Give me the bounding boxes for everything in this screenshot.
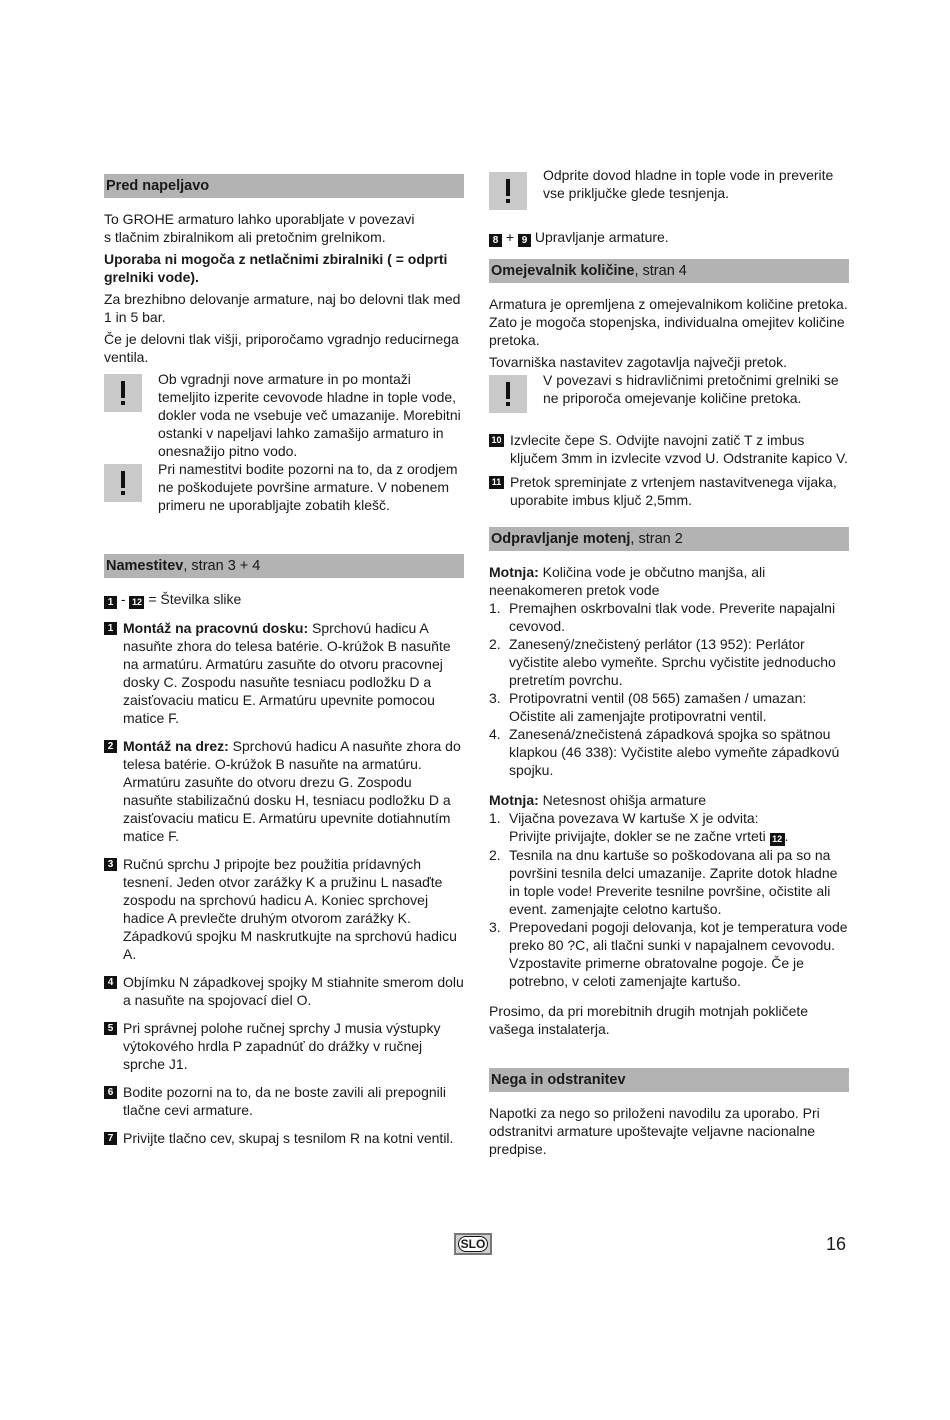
left-column [104,174,464,1147]
page-number: 16 [826,1234,847,1254]
figure-number-badge: 12 [770,833,785,846]
step-number-badge: 5 [104,1022,117,1035]
warning-icon [489,375,527,413]
warning-block [104,460,464,514]
step-item [104,1019,464,1073]
paragraph-bold: Uporaba ni mogoča z netlačnimi zbiralniki ( = odprti grelniki vode). [104,251,448,285]
list-item: 2. Zanesený/znečistený perlátor (13 952): Perlátor vyčistite alebo vymeňte. Sprchu vyčistite jednoducho pretretím povrchu. [489,636,836,688]
step-item [104,855,464,963]
step-number-badge: 6 [104,1086,117,1099]
step-text: Pri správnej polohe ručnej sprchy J musia výstupky výtokového hrdla P zapadnúť do drážky v ručnej sprche J1. [123,1020,441,1072]
paragraph: Tovarniška nastavitev zagotavlja največji pretok. [489,354,788,370]
step-number-badge: 10 [489,434,504,447]
step-item [489,473,849,509]
warning-icon [489,172,527,210]
fault-description: Motnja: Količina vode je občutno manjša, ali neenakomeren pretok vode [489,564,766,598]
step-item [104,619,464,727]
installation-steps [104,619,464,1147]
step-number-badge: 1 [104,622,117,635]
step-text: Montáž na pracovnú dosku: Sprchovú hadicu A nasuňte zhora do telesa batérie. O-krúžok B nasuňte na armatúru. Armatúru zasuňte do otvoru pracovnej dosky C. Zospodu nasuňte tesniacu podložku D a zaisťovaciu maticu E. Armatúru upevnite pomocou matice F. [123,620,451,726]
list-item: 1. Vijačna povezava W kartuše X je odvita: Privijte privijajte, dokler se ne začne vrteti 12 . [489,810,789,844]
warning-text: Pri namestitvi bodite pozorni na to, da z orodjem ne poškodujete površine armature. V nobenem primeru ne uporabljajte zobatih klešč. [158,461,458,513]
section-header-namestitev: Namestitev, stran 3 + 4 [104,554,464,578]
step-item [104,1083,464,1119]
step-text: Bodite pozorni na to, da ne boste zavili ali prepognili tlačne cevi armature. [123,1084,446,1118]
list-item: 3. Prepovedani pogoji delovanja, kot je temperatura vode preko 80 ?C, ali tlačni sunki v napajalnem cevovodu. Vzpostavite primerne obratovalne pogoje. Če je potrebno, v celoti zamenjajte kartušo. [489,919,848,989]
section-header-omejevalnik: Omejevalnik količine, stran 4 [489,259,849,283]
figure-number-badge: 9 [518,234,531,247]
warning-block [489,371,849,413]
paragraph: To GROHE armaturo lahko uporabljate v povezavi s tlačnim zbiralnikom ali pretočnim grelnikom. [104,211,415,245]
figure-number-badge: 12 [129,596,144,609]
step-number-badge: 3 [104,858,117,871]
paragraph: Za brezhibno delovanje armature, naj bo delovni tlak med 1 in 5 bar. [104,291,461,325]
step-text: Objímku N západkovej spojky M stiahnite smerom dolu a nasuňte na spojovací diel O. [123,974,464,1008]
step-number-badge: 7 [104,1132,117,1145]
section-header-odpravljanje-motenj: Odpravljanje motenj, stran 2 [489,527,849,551]
step-item [104,737,464,845]
paragraph: Prosimo, da pri morebitnih drugih motnjah pokličete vašega instalaterja. [489,1003,809,1037]
step-number-badge: 2 [104,740,117,753]
language-badge: SLO [454,1233,492,1255]
fault-remedy-list [489,809,849,990]
warning-text: Ob vgradnji nove armature in po montaži temeljito izperite cevovode hladne in tople vode, dokler voda ne vsebuje več umazanije. Morebitni ostanki v napeljavi lahko zamašijo armaturo in onesnažijo pitno vodo. [158,371,461,459]
paragraph: Napotki za nego so priloženi navodilu za uporabo. Pri odstranitvi armature upoštevajte veljavne nacionalne predpise. [489,1105,820,1157]
warning-icon [104,374,142,412]
flow-limiter-steps [489,431,849,509]
figure-number-badge: 8 [489,234,502,247]
list-item: 2. Tesnila na dnu kartuše so poškodovana ali pa so na površini tesnila delci umazanije. Zaprite dotok hladne in tople vode! Preverite tesnilne površine, očistite ali event. zamenjajte celotno kartušo. [489,847,838,917]
paragraph: Armatura je opremljena z omejevalnikom količine pretoka. Zato je mogoča stopenjska, individualna omejitev količine pretoka. [489,296,848,348]
step-item [489,431,849,467]
step-text: Ručnú sprchu J pripojte bez použitia prídavných tesnení. Jeden otvor zarážky K a pružinu L nasaďte zospodu na sprchovú hadicu A. Koniec sprchovej hadice A prevlečte druhým otvorom zarážky K. Západkovú spojku M naskrutkujte na sprchovú hadicu A. [123,856,457,962]
step-item [104,973,464,1009]
step-text: Montáž na drez: Sprchovú hadicu A nasuňte zhora do telesa batérie. O-krúžok B nasuňte na armatúru. Armatúru zasuňte do otvoru drezu G. Zospodu nasuňte stabilizačnú dosku H, tesniacu podložku D a zaisťovaciu maticu E. Armatúru upevnite dotiahnutím matice F. [123,738,461,844]
fault-description: Motnja: Netesnost ohišja armature [489,792,707,808]
step-text: Pretok spreminjate z vrtenjem nastavitvenega vijaka, uporabite imbus ključ 2,5mm. [510,474,837,508]
warning-text: V povezavi s hidravličnimi pretočnimi grelniki se ne priporoča omejevanje količine pretoka. [543,372,839,406]
step-text: Izvlecite čepe S. Odvijte navojni zatič T z imbus ključem 3mm in izvlecite vzvod U. Odstranite kapico V. [510,432,848,466]
section-header-nega: Nega in odstranitev [489,1068,849,1092]
list-item: 3. Protipovratni ventil (08 565) zamašen / umazan: Očistite ali zamenjajte protipovratni ventil. [489,690,807,724]
figure-number-badge: 1 [104,596,117,609]
fault-remedy-list [489,599,849,779]
warning-icon [104,464,142,502]
control-line: 8 + 9 Upravljanje armature. [489,228,849,247]
section-header-pred-napeljavo: Pred napeljavo [104,174,464,198]
warning-text: Odprite dovod hladne in tople vode in preverite vse priključke glede tesnjenja. [543,167,834,201]
list-item: 1. Premajhen oskrbovalni tlak vode. Preverite napajalni cevovod. [489,600,836,634]
list-item: 4. Zanesená/znečistená západková spojka so spätnou klapkou (46 338): Vyčistite alebo vymeňte západkovú spojku. [489,726,840,778]
warning-block [489,166,849,210]
step-number-badge: 4 [104,976,117,989]
figure-legend: 1 - 12 = Številka slike [104,590,464,609]
step-number-badge: 11 [489,476,504,489]
step-item [104,1129,464,1147]
paragraph: Če je delovni tlak višji, priporočamo vgradnjo reducirnega ventila. [104,331,459,365]
step-text: Privijte tlačno cev, skupaj s tesnilom R na kotni ventil. [123,1130,454,1146]
warning-block [104,370,464,460]
right-column [489,166,849,1158]
